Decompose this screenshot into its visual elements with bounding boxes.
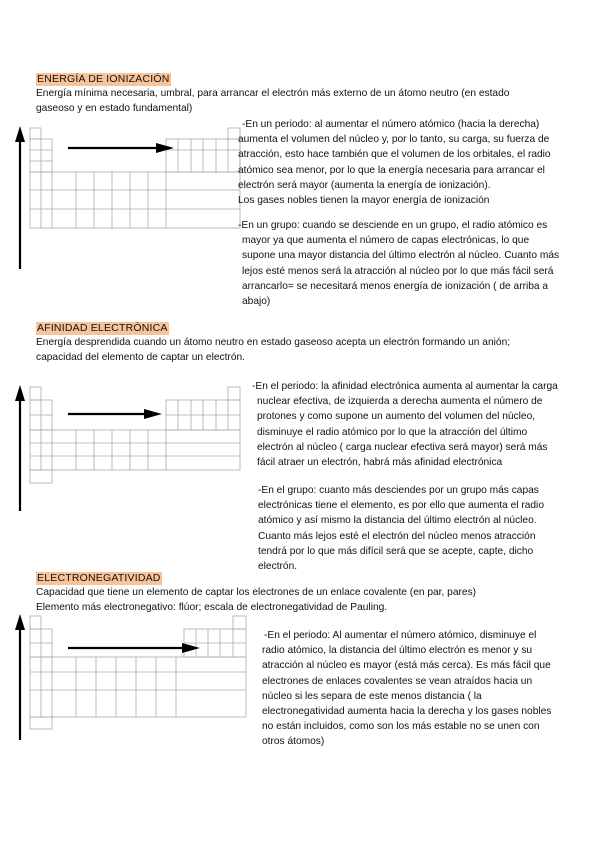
definition-affinity: Energía desprendida cuando un átomo neutro en estado gaseoso acepta un electrón formando un anión; capacidad del elemento de captar un electrón. — [36, 337, 511, 364]
heading-electron-affinity: AFINIDAD ELECTRÓNICA — [37, 322, 168, 334]
heading-electronegativity: ELECTRONEGATIVIDAD — [37, 572, 161, 584]
definition-electronegativity: Capacidad que tiene un elemento de captar los electrones de un enlace covalente (en par, pares) Elemento más electronegativo: flúor; escala de electronegatividad de Pauling. — [36, 587, 477, 614]
heading-ionization-energy: ENERGÍA DE IONIZACIÓN — [37, 73, 170, 85]
affinity-group-text: -En el grupo: cuanto más desciendes por un grupo más capas electrónicas tiene el elemento, es por ello que aumenta el radio atómico y así mismo la distancia del último electrón al núcleo. Cuanto más lejos esté el electrón del núcleo menos atracción tendrá por lo que más difícil será que se acepte, capte, dicho electrón. — [258, 485, 544, 573]
arrow-right-icon — [68, 143, 174, 153]
periodic-table-diagram-electronegativity — [16, 612, 251, 742]
ionization-period-text: -En un periodo: al aumentar el número atómico (hacia la derecha) aumenta el volumen del núcleo y, por lo tanto, su carga, su fuerza de atracción, esto hace también que el volumen de los orbitales, el radio atómico sea menor, por lo que la energía necesaria para arrancar el electrón será mayor (aumenta la energía de ionización). Los gases nobles tienen la mayor energía de ionización — [238, 119, 551, 207]
arrow-up-icon — [15, 614, 25, 740]
periodic-table-grid — [16, 612, 251, 742]
affinity-period-text: -En el periodo: la afinidad electrónica aumenta al aumentar la carga nuclear efectiva, de izquierda a derecha aumenta el número de protones y como supone un aumento del volumen del núcleo, disminuye el radio atómico por lo que la atracción del último electrón al núcleo ( carga nuclear efectiva será mayor) será más fácil atraer un electrón, habrá más afinidad electrónica — [252, 381, 558, 469]
periodic-table-diagram-ionization — [16, 124, 241, 274]
electronegativity-period-text: -En el periodo: Al aumentar el número atómico, disminuye el radio atómico, la distancia del último electrón es menor y su atracción al núcleo es mayor (está más cerca). Es más fácil que electrones de enlaces covalentes se vean atraídos hacia un núcleo si les separa de este menos distancia ( la electronegatividad aumenta hacia la derecha y los gases nobles no están incluidos, como son los más estable no se unen con otros átomos) — [262, 630, 552, 748]
arrow-right-icon — [68, 409, 162, 419]
arrow-up-icon — [15, 126, 25, 269]
definition-ionization: Energía mínima necesaria, umbral, para arrancar el electrón más externo de un átomo neutro (en estado gaseoso y en estado fundamental) — [36, 88, 510, 115]
arrow-up-icon — [15, 385, 25, 511]
ionization-group-text: -En un grupo: cuando se desciende en un grupo, el radio atómico es mayor ya que aumenta el número de capas electrónicas, lo que supone una mayor distancia del último electrón al núcleo. Cuanto más lejos esté menos será la atracción al núcleo por lo que más fácil será arrancarlo= se necesitará menos energía de ionización ( de arriba a abajo) — [238, 220, 560, 308]
periodic-table-grid — [16, 383, 241, 513]
periodic-table-grid — [16, 124, 241, 274]
periodic-table-diagram-affinity — [16, 383, 241, 513]
arrow-right-icon — [68, 643, 200, 653]
